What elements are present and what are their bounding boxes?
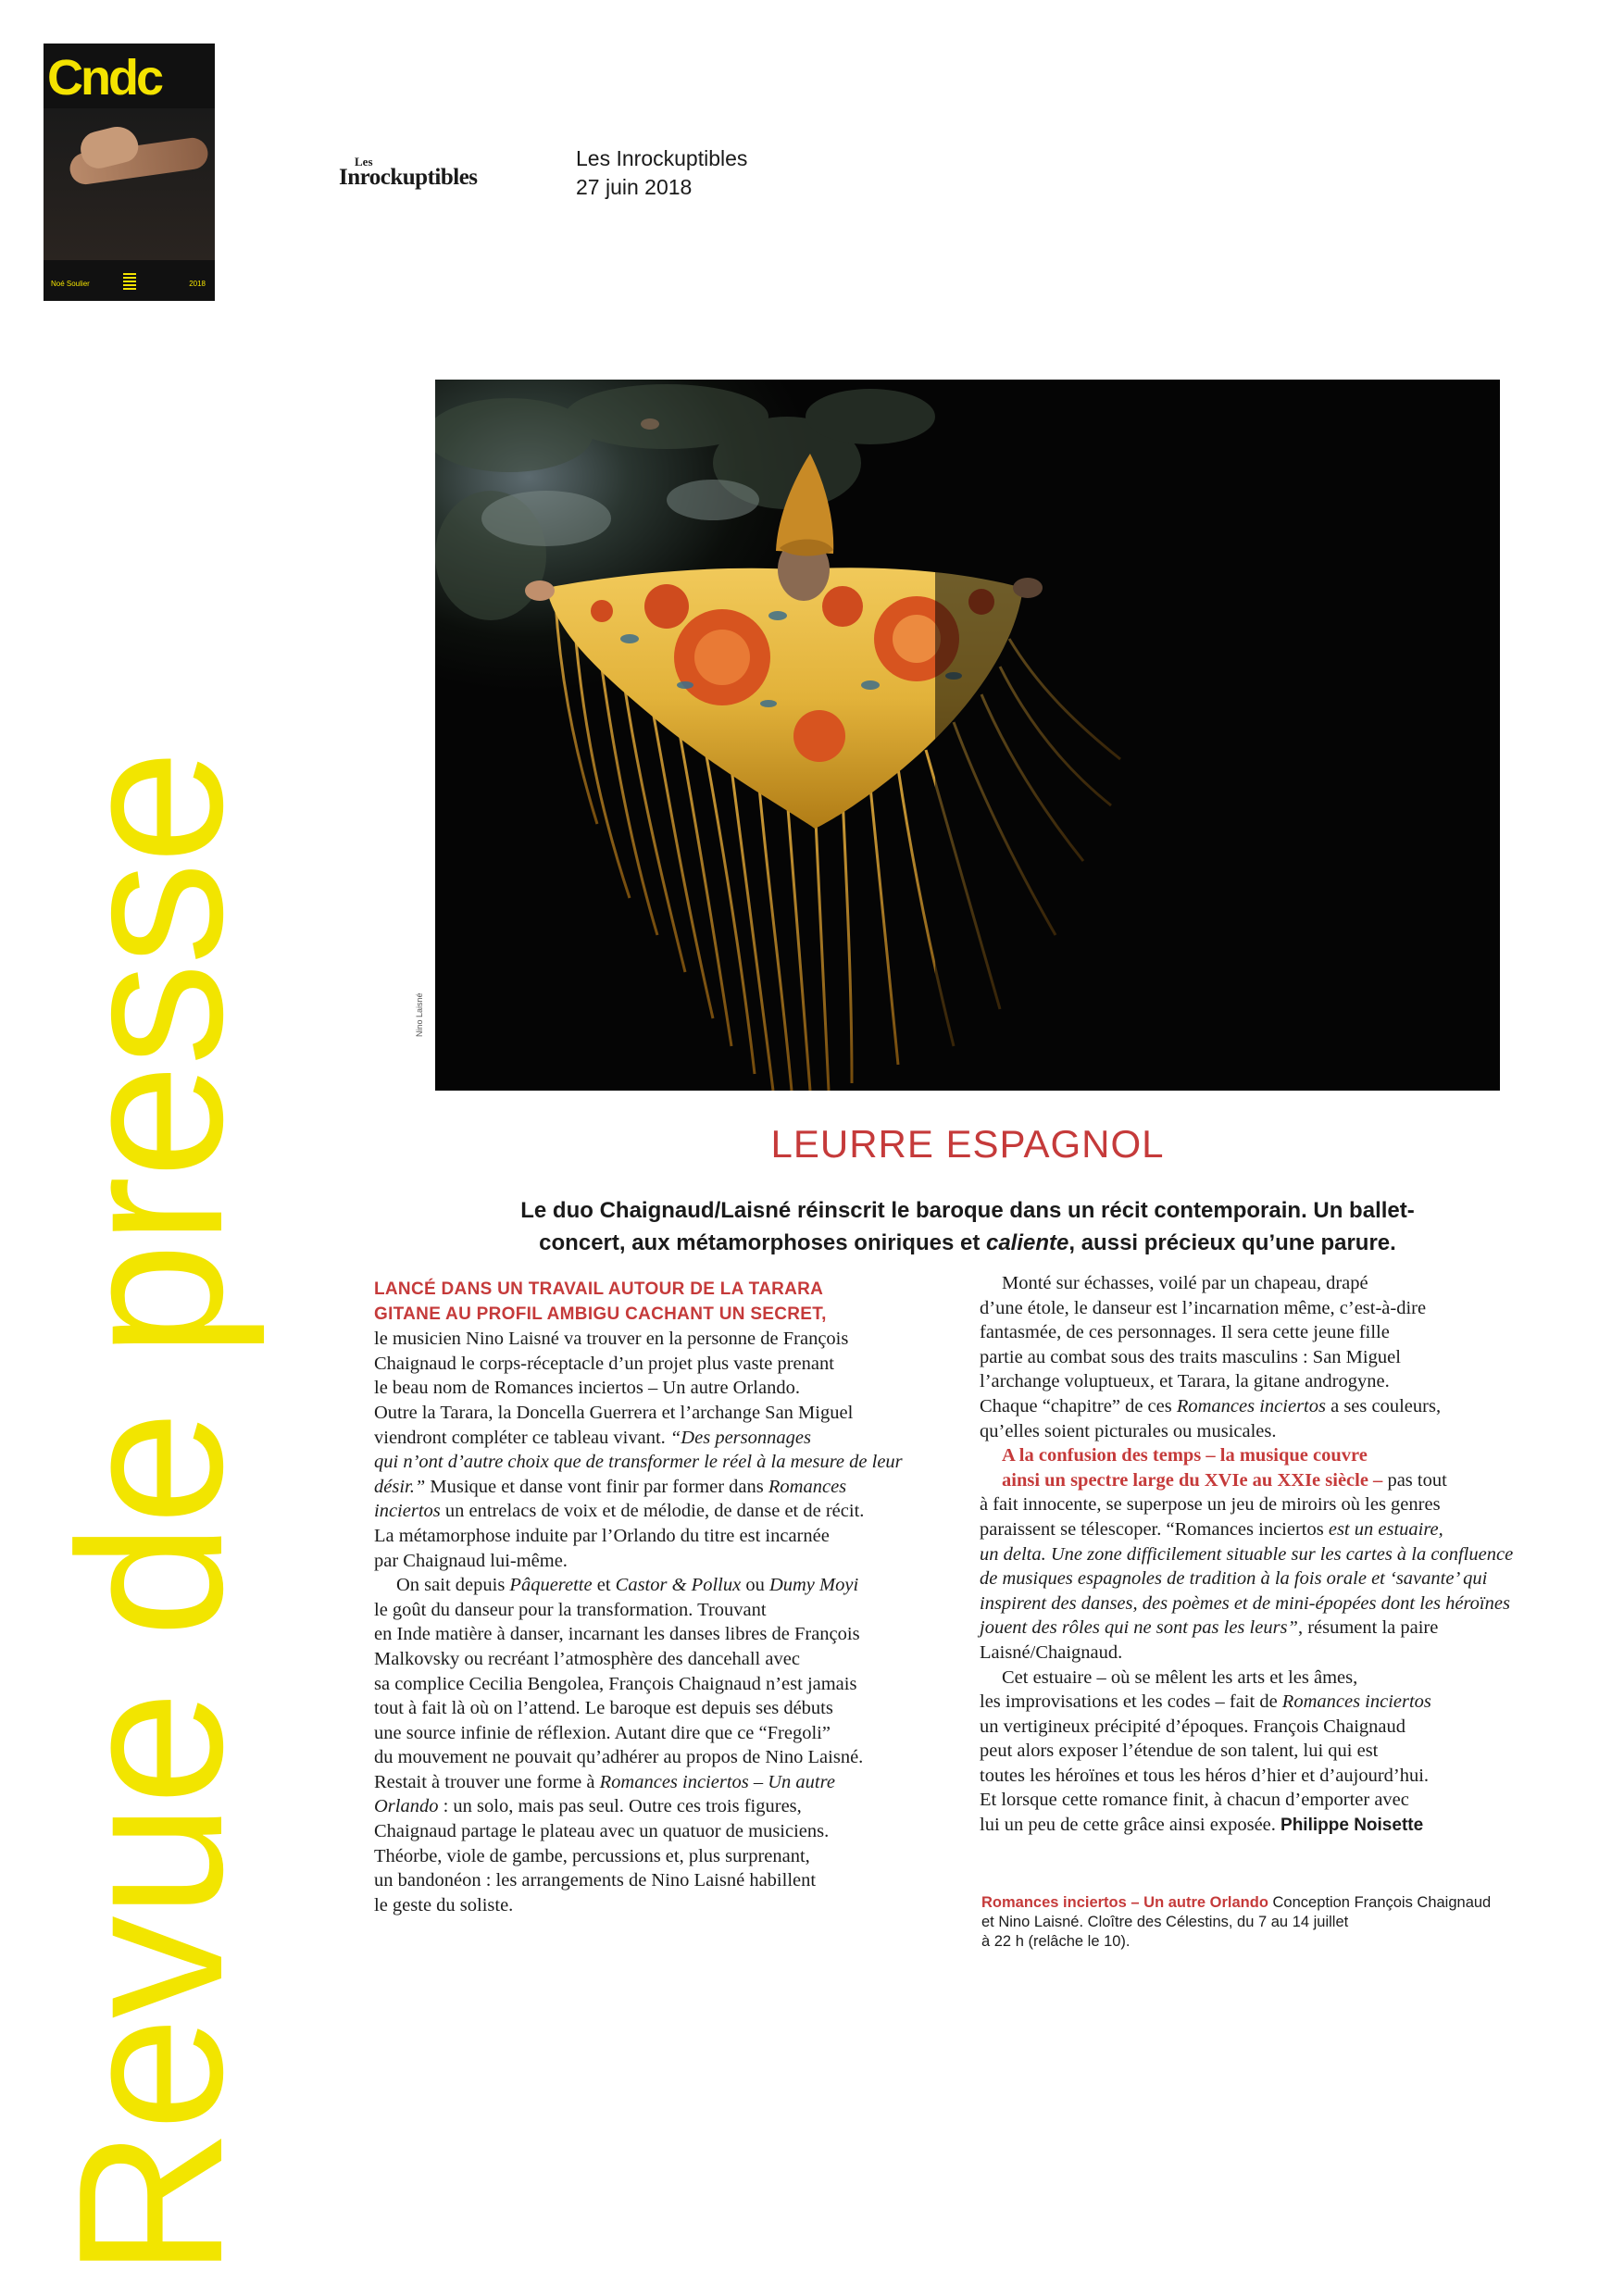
body-line bbox=[374, 1794, 930, 1819]
masthead-logo bbox=[339, 156, 478, 189]
lead-line: LANCÉ DANS UN TRAVAIL AUTOUR DE LA TARARA bbox=[374, 1279, 824, 1299]
body-line: Théorbe, viole de gambe, percussions et, plus surprenant, bbox=[374, 1845, 810, 1866]
info-line: et Nino Laisné. Cloître des Célestins, du 7 au 14 juillet bbox=[981, 1914, 1349, 1930]
body-text: un entrelacs de voix et de mélodie, de danse et de récit. bbox=[440, 1501, 865, 1522]
body-line: du mouvement ne pouvait qu’adhérer au propos de Nino Laisné. bbox=[374, 1747, 864, 1768]
body-line: fantasmée, de ces personnages. Il sera cette jeune fille bbox=[980, 1322, 1390, 1343]
photo-credit: Nino Laisné bbox=[415, 992, 424, 1037]
source-info bbox=[576, 144, 747, 202]
body-line: un vertigineux précipité d’époques. François Chaignaud bbox=[980, 1716, 1405, 1737]
masthead-big: Inrockuptibles bbox=[339, 165, 478, 190]
standfirst-line-2 bbox=[435, 1227, 1500, 1259]
source-date: 27 juin 2018 bbox=[576, 175, 693, 199]
body-line bbox=[980, 1517, 1591, 1542]
body-line: l’archange voluptueux, et Tarara, la gitane androgyne. bbox=[980, 1371, 1390, 1392]
body-text: lui un peu de cette grâce ainsi exposée. bbox=[980, 1815, 1276, 1836]
cover-badge-icon bbox=[123, 273, 136, 290]
body-text: a ses couleurs, bbox=[1325, 1395, 1442, 1416]
body-line bbox=[374, 1499, 930, 1524]
info-line bbox=[981, 1893, 1555, 1913]
body-line: le goût du danseur pour la transformation. Trouvant bbox=[374, 1599, 767, 1620]
title-text: Romances inciertos bbox=[1281, 1691, 1431, 1713]
body-text: et bbox=[592, 1575, 616, 1596]
body-line bbox=[980, 1813, 1591, 1839]
highlight-text: ainsi un spectre large du XVIe au XXIe siècle – bbox=[1002, 1469, 1383, 1491]
body-line: Monté sur échasses, voilé par un chapeau, drapé bbox=[1002, 1273, 1368, 1293]
event-title: Romances inciertos – Un autre Orlando bbox=[981, 1894, 1268, 1911]
quote-text: jouent des rôles qui ne sont pas les leurs” bbox=[980, 1617, 1298, 1639]
masthead-small: Les bbox=[355, 155, 373, 168]
body-line: une source infinie de réflexion. Autant dire que ce “Fregoli” bbox=[374, 1722, 831, 1743]
event-info bbox=[981, 1893, 1555, 1952]
body-line: Malkovsky ou recréant l’atmosphère des dancehall avec bbox=[374, 1648, 800, 1669]
body-line bbox=[374, 1475, 930, 1500]
title-text: Romances bbox=[768, 1476, 847, 1497]
title-text: Castor & Pollux bbox=[615, 1575, 742, 1596]
body-line: en Inde matière à danser, incarnant les danses libres de François bbox=[374, 1624, 860, 1645]
body-line: le musicien Nino Laisné va trouver en la personne de François bbox=[374, 1329, 849, 1350]
standfirst-line-1: Le duo Chaignaud/Laisné réinscrit le baroque dans un récit contemporain. Un ballet- bbox=[520, 1198, 1415, 1223]
cover-logo: Cndc bbox=[47, 50, 161, 106]
body-text: On sait depuis bbox=[396, 1575, 510, 1596]
info-text: Conception François Chaignaud bbox=[1268, 1894, 1492, 1911]
dancer-photo-illustration bbox=[435, 380, 1500, 1091]
body-line: le geste du soliste. bbox=[374, 1894, 514, 1915]
article-headline: LEURRE ESPAGNOL bbox=[770, 1122, 1165, 1166]
body-line: d’une étole, le danseur est l’incarnation même, c’est-à-dire bbox=[980, 1297, 1427, 1318]
info-line: à 22 h (relâche le 10). bbox=[981, 1933, 1131, 1950]
side-title: Revue de presse bbox=[36, 751, 266, 2277]
body-text: , résument la paire bbox=[1297, 1617, 1439, 1639]
body-line: Chaignaud partage le plateau avec un quatuor de musiciens. bbox=[374, 1821, 830, 1842]
body-line: peut alors exposer l’étendue de son talent, lui qui est bbox=[980, 1741, 1379, 1762]
body-text: pas tout bbox=[1382, 1469, 1447, 1491]
body-text: Musique et danse vont finir par former dans bbox=[425, 1476, 768, 1497]
title-text: inciertos bbox=[374, 1501, 441, 1522]
article-photo bbox=[435, 380, 1500, 1091]
cover-date: 2018 bbox=[189, 280, 206, 288]
body-line bbox=[374, 1573, 930, 1598]
title-text: Romances inciertos bbox=[1176, 1395, 1326, 1416]
body-line: qui n’ont d’autre choix que de transformer le réel à la mesure de leur bbox=[374, 1452, 903, 1473]
body-line bbox=[374, 1770, 930, 1795]
body-line: Outre la Tarara, la Doncella Guerrera et l’archange San Miguel bbox=[374, 1402, 854, 1423]
quote-text: “Des personnages bbox=[669, 1427, 811, 1448]
body-line: Cet estuaire – où se mêlent les arts et les âmes, bbox=[1002, 1666, 1358, 1688]
body-line: sa complice Cecilia Bengolea, François Chaignaud n’est jamais bbox=[374, 1673, 857, 1694]
body-line: Et lorsque cette romance finit, à chacun d’emporter avec bbox=[980, 1790, 1409, 1811]
body-line bbox=[374, 1426, 930, 1451]
body-line: un bandonéon : les arrangements de Nino Laisné habillent bbox=[374, 1870, 817, 1891]
body-text: Chaque “chapitre” de ces bbox=[980, 1395, 1177, 1416]
body-text: ou bbox=[741, 1575, 769, 1596]
article-column-2 bbox=[980, 1271, 1591, 1839]
body-line: qu’elles soient picturales ou musicales. bbox=[980, 1420, 1277, 1441]
body-line: Chaignaud le corps-réceptacle d’un projet plus vaste prenant bbox=[374, 1353, 834, 1374]
title-text: Orlando bbox=[374, 1796, 439, 1817]
body-text: viendront compléter ce tableau vivant. bbox=[374, 1427, 670, 1448]
title-text: Dumy Moyi bbox=[768, 1575, 859, 1596]
lead-line: GITANE AU PROFIL AMBIGU CACHANT UN SECRET, bbox=[374, 1304, 827, 1324]
standfirst-text: concert, aux métamorphoses oniriques et bbox=[539, 1230, 986, 1255]
standfirst-text: , aussi précieux qu’une parure. bbox=[1068, 1230, 1396, 1255]
body-line: La métamorphose induite par l’Orlando du titre est incarnée bbox=[374, 1525, 830, 1546]
source-name: Les Inrockuptibles bbox=[576, 146, 748, 170]
body-line bbox=[980, 1394, 1591, 1419]
body-text: Restait à trouver une forme à bbox=[374, 1771, 600, 1792]
cover-thumbnail bbox=[44, 44, 215, 301]
title-text: Pâquerette bbox=[509, 1575, 593, 1596]
body-line bbox=[980, 1616, 1591, 1641]
body-line: Laisné/Chaignaud. bbox=[980, 1641, 1123, 1663]
body-line bbox=[980, 1468, 1591, 1493]
highlight-line: A la confusion des temps – la musique couvre bbox=[1002, 1445, 1368, 1466]
author-signature: Philippe Noisette bbox=[1280, 1816, 1424, 1836]
body-line: à fait innocente, se superpose un jeu de miroirs où les genres bbox=[980, 1494, 1441, 1516]
article-standfirst bbox=[435, 1194, 1500, 1259]
body-line: inspirent des danses, des poèmes et de mini-épopées dont les héroïnes bbox=[980, 1592, 1510, 1614]
body-line: tout à fait là où on l’attend. Le baroque est depuis ses débuts bbox=[374, 1698, 833, 1719]
body-line: un delta. Une zone difficilement situable sur les cartes à la confluence bbox=[980, 1543, 1514, 1565]
title-text: Romances inciertos – Un autre bbox=[599, 1771, 835, 1792]
body-line: de musiques espagnoles de tradition à la fois orale et ‘savante’ qui bbox=[980, 1568, 1488, 1590]
quote-text: est un estuaire, bbox=[1328, 1518, 1443, 1540]
article-column-1 bbox=[374, 1278, 930, 1917]
body-text: paraissent se télescoper. “Romances inciertos bbox=[980, 1518, 1329, 1540]
cover-author: Noé Soulier bbox=[51, 280, 90, 288]
body-line: par Chaignaud lui-même. bbox=[374, 1550, 568, 1571]
body-text: : un solo, mais pas seul. Outre ces trois figures, bbox=[438, 1796, 802, 1817]
body-line bbox=[980, 1690, 1591, 1715]
body-line: le beau nom de Romances inciertos – Un autre Orlando. bbox=[374, 1378, 800, 1399]
body-line: toutes les héroïnes et tous les héros d’hier et d’aujourd’hui. bbox=[980, 1765, 1430, 1786]
quote-text: désir.” bbox=[374, 1476, 426, 1497]
body-text: les improvisations et les codes – fait de bbox=[980, 1691, 1282, 1713]
standfirst-italic: caliente bbox=[985, 1230, 1069, 1255]
body-line: partie au combat sous des traits masculins : San Miguel bbox=[980, 1346, 1401, 1367]
